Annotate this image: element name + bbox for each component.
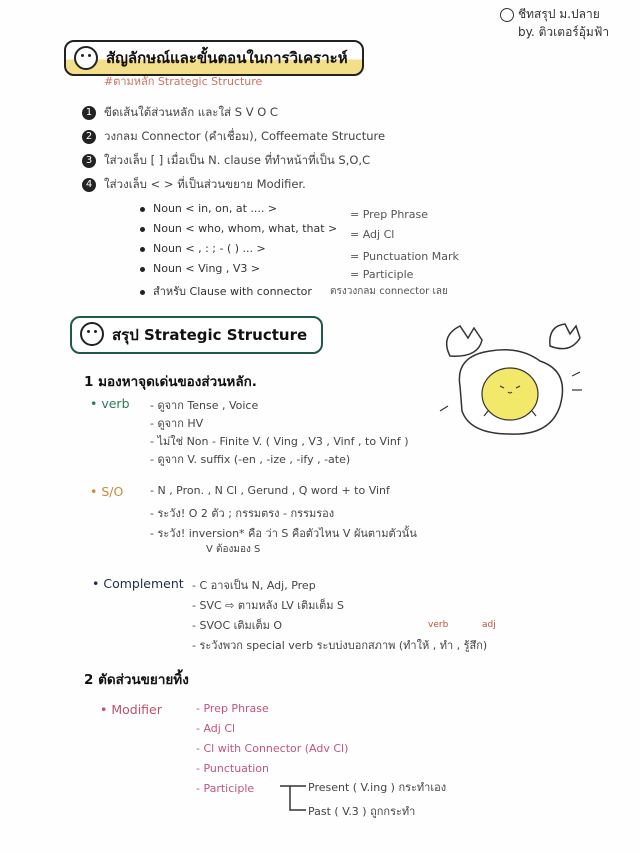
step-2: 2 วงกลม Connector (คำเชื่อม), Coffeemate Structure [82, 128, 385, 146]
so-line-2: - ระวัง! O 2 ตัว ; กรรมตรง - กรรมรอง [150, 507, 335, 520]
section2-title: สรุป Strategic Structure [112, 326, 308, 344]
modifier-row-5: สำหรับ Clause with connector [140, 282, 312, 300]
mod-line-2: - Adj Cl [196, 722, 236, 735]
modifier-row-3: Noun < , : ; - ( ) ... > [140, 242, 266, 255]
modifier-row-2: Noun < who, whom, what, that > [140, 222, 337, 235]
section1-title-box [64, 40, 364, 76]
step-3: 3 ใส่วงเล็บ [ ] เมื่อเป็น N. clause ที่ทำหน้าที่เป็น S,O,C [82, 152, 370, 170]
annot-adj: adj [482, 620, 496, 630]
modifier-right-2: = Adj Cl [350, 228, 395, 241]
annot-verb: verb [428, 620, 449, 630]
face-icon-2 [80, 322, 104, 346]
egg-illustration [430, 316, 590, 446]
verb-line-1: - ดูจาก Tense , Voice [150, 399, 259, 412]
modifier-label: • Modifier [100, 702, 162, 717]
modifier-right-3: = Punctuation Mark [350, 250, 459, 263]
verb-line-3: - ไม่ใช่ Non - Finite V. ( Ving , V3 , Vinf , to Vinf ) [150, 435, 409, 448]
modifier-row-4: Noun < Ving , V3 > [140, 262, 260, 275]
smiley-icon [500, 8, 514, 22]
part2-title: 2 ตัดส่วนขยายทิ้ง [84, 672, 189, 688]
credit-line-2: by. ติวเตอร์อุ้มฟ้า [518, 25, 610, 39]
step-4: 4 ใส่วงเล็บ < > ที่เป็นส่วนขยาย Modifier. [82, 176, 306, 194]
complement-line-2: - SVC ⇨ ตามหลัง LV เติมเต็ม S [192, 599, 345, 612]
so-line-4: V ต้องมอง S [206, 544, 261, 555]
so-line-3: - ระวัง! inversion* คือ ว่า S คือตัวไหน V ผันตามตัวนั้น [150, 527, 417, 540]
face-icon [74, 46, 98, 70]
section1-title: สัญลักษณ์และขั้นตอนในการวิเคราะห์ [106, 49, 348, 67]
complement-label: • Complement [92, 576, 184, 591]
mod-line-5: - Participle [196, 782, 255, 795]
credit-line-1: ชีทสรุป ม.ปลาย [518, 7, 600, 21]
step-1: 1 ขีดเส้นใต้ส่วนหลัก และใส่ S V O C [82, 104, 278, 122]
mod-line-4: - Punctuation [196, 762, 269, 775]
section1-subtitle: #ตามหลัก Strategic Structure [104, 75, 263, 88]
verb-line-2: - ดูจาก HV [150, 417, 204, 430]
modifier-right-1: = Prep Phrase [350, 208, 429, 221]
verb-label: • verb [90, 396, 130, 411]
so-label: • S/O [90, 484, 124, 499]
participle-past: Past ( V.3 ) ถูกกระทำ [308, 805, 416, 818]
complement-line-4: - ระวังพวก special verb ระบบ่งบอกสภาพ (ทำให้ , ทำ , รู้สึก) [192, 639, 488, 652]
verb-line-4: - ดูจาก V. suffix (-en , -ize , -ify , -ate) [150, 453, 351, 466]
modifier-row-1: Noun < in, on, at .... > [140, 202, 277, 215]
participle-present: Present ( V.ing ) กระทำเอง [308, 781, 447, 794]
mod-line-3: - Cl with Connector (Adv Cl) [196, 742, 349, 755]
part1-title: 1 มองหาจุดเด่นของส่วนหลัก. [84, 374, 257, 390]
section2-title-box [70, 316, 323, 354]
mod-line-1: - Prep Phrase [196, 702, 269, 715]
so-line-1: - N , Pron. , N Cl , Gerund , Q word + to Vinf [150, 484, 390, 497]
modifier-right-5: ตรงวงกลม connector เลย [330, 286, 448, 297]
complement-line-3: - SVOC เติมเต็ม O [192, 619, 283, 632]
modifier-right-4: = Participle [350, 268, 414, 281]
complement-line-1: - C อาจเป็น N, Adj, Prep [192, 579, 316, 592]
participle-bracket [278, 778, 308, 814]
